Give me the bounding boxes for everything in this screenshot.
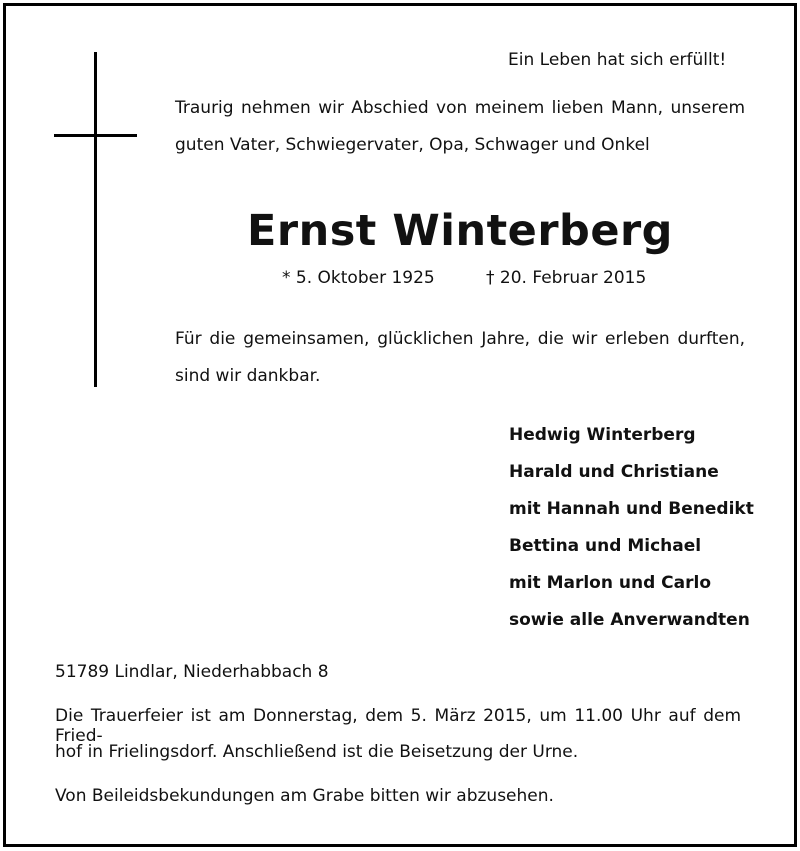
ceremony-line-1: Die Trauerfeier ist am Donnerstag, dem 5. März 2015, um 11.00 Uhr auf dem Fried- <box>55 706 741 746</box>
intro-line-2: guten Vater, Schwiegervater, Opa, Schwager und Onkel <box>175 135 650 155</box>
mourner-name: mit Marlon und Carlo <box>509 573 712 593</box>
motto: Ein Leben hat sich erfüllt! <box>508 50 727 70</box>
mourner-name: mit Hannah und Benedikt <box>509 499 754 519</box>
gratitude-line-2: sind wir dankbar. <box>175 366 321 386</box>
condolence-note: Von Beileidsbekundungen am Grabe bitten wir abzusehen. <box>55 786 554 806</box>
gratitude-line-1: Für die gemeinsamen, glücklichen Jahre, die wir erleben durften, <box>175 329 745 349</box>
intro-line-1: Traurig nehmen wir Abschied von meinem lieben Mann, unserem <box>175 98 745 118</box>
cross-symbol-horizontal <box>54 134 137 137</box>
ceremony-line-2: hof in Frielingsdorf. Anschließend ist die Beisetzung der Urne. <box>55 742 579 762</box>
death-date: † 20. Februar 2015 <box>486 268 647 288</box>
mourner-name: Bettina und Michael <box>509 536 702 556</box>
deceased-name: Ernst Winterberg <box>247 206 673 256</box>
address: 51789 Lindlar, Niederhabbach 8 <box>55 662 329 682</box>
mourner-name: Hedwig Winterberg <box>509 425 696 445</box>
birth-date: * 5. Oktober 1925 <box>282 268 435 288</box>
mourner-name: sowie alle Anverwandten <box>509 610 750 630</box>
mourner-name: Harald und Christiane <box>509 462 719 482</box>
